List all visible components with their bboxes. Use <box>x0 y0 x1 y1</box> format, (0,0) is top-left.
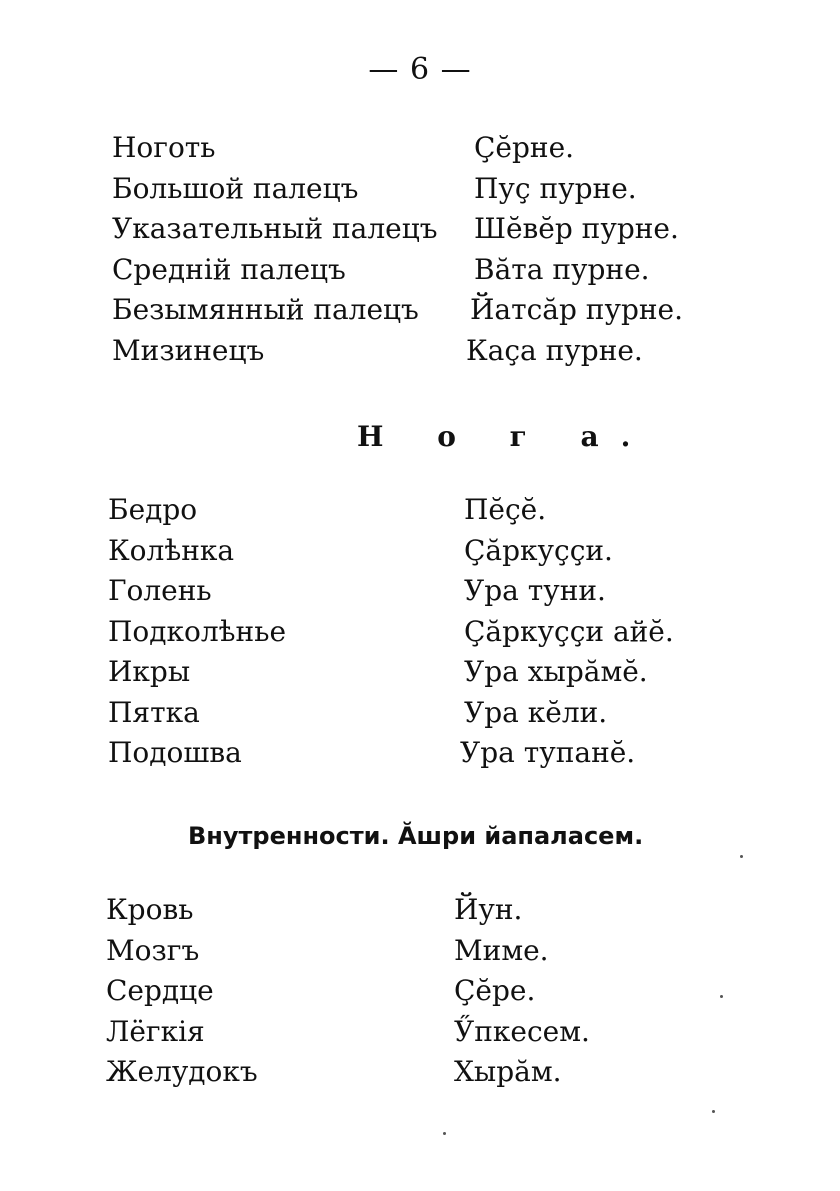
scan-speck <box>712 1110 715 1113</box>
vocab-row <box>0 971 840 1012</box>
chuvash-term: Пуҫ пурне. <box>474 171 637 205</box>
russian-term: Средній палецъ <box>112 252 346 286</box>
russian-term: Желудокъ <box>106 1055 258 1088</box>
chuvash-term: Ура хырӑмӗ. <box>464 655 648 688</box>
russian-term: Подколѣнье <box>108 614 287 648</box>
vocab-row <box>0 169 840 210</box>
vocab-row <box>0 1012 840 1053</box>
chuvash-term: Вӑта пурне. <box>474 252 650 286</box>
russian-term: Икры <box>108 655 191 688</box>
russian-term: Кровь <box>106 893 194 926</box>
chuvash-term: Ура тупанӗ. <box>460 736 636 769</box>
vocab-row <box>0 128 840 169</box>
vocab-row <box>0 1052 840 1093</box>
chuvash-term: Ура туни. <box>464 574 606 607</box>
chuvash-term: Ура кӗли. <box>464 695 608 729</box>
vocab-row <box>0 290 840 331</box>
chuvash-term: Миме. <box>454 933 549 967</box>
russian-term: Пятка <box>108 695 200 729</box>
vocab-row <box>0 531 840 572</box>
page-number: — 6 — <box>368 52 472 87</box>
russian-term: Голень <box>108 574 212 607</box>
vocab-row <box>0 571 840 612</box>
chuvash-term: Ҫӑркуҫҫи. <box>464 533 613 567</box>
russian-term: Мизинецъ <box>112 333 265 367</box>
vocab-row <box>0 693 840 734</box>
chuvash-term: Каҫа пурне. <box>466 333 643 367</box>
vocab-row <box>0 652 840 693</box>
vocab-row <box>0 209 840 250</box>
scan-speck <box>740 855 743 858</box>
vocab-row <box>0 890 840 931</box>
vocab-row <box>0 931 840 972</box>
vocab-row <box>0 733 840 774</box>
organs-section <box>0 890 840 1093</box>
chuvash-term: Шӗвӗр пурне. <box>474 212 679 245</box>
russian-term: Мозгъ <box>106 933 200 967</box>
chuvash-term: Ҫӗре. <box>454 974 536 1007</box>
russian-term: Сердце <box>106 974 214 1007</box>
russian-term: Большой палецъ <box>112 171 359 205</box>
scan-speck <box>443 1132 446 1135</box>
chuvash-term: Ӳпкесем. <box>454 1014 590 1048</box>
russian-term: Колѣнка <box>108 533 235 567</box>
section-heading-organs <box>0 822 840 850</box>
chuvash-term: Пӗҫӗ. <box>464 493 547 526</box>
section-heading-leg: Н о г а. <box>357 420 653 453</box>
russian-term: Подошва <box>108 736 242 769</box>
vocab-row <box>0 612 840 653</box>
vocab-row <box>0 250 840 291</box>
chuvash-term: Хырӑм. <box>454 1055 562 1088</box>
chuvash-term: Йатсӑр пурне. <box>470 293 683 326</box>
russian-term: Указательный палецъ <box>112 212 438 245</box>
scan-speck <box>720 995 723 998</box>
russian-term: Лёгкія <box>106 1014 205 1048</box>
heading-chuvash: Ӑшри йапаласем. <box>397 822 644 850</box>
chuvash-term: Ҫӑркуҫҫи айӗ. <box>464 614 674 648</box>
fingers-section <box>0 128 840 371</box>
russian-term: Безымянный палецъ <box>112 293 419 326</box>
russian-term: Бедро <box>108 493 198 526</box>
chuvash-term: Йун. <box>454 893 523 926</box>
vocab-row <box>0 331 840 372</box>
russian-term: Ноготь <box>112 131 216 164</box>
heading-russian: Внутренности. <box>188 822 390 850</box>
vocab-row <box>0 490 840 531</box>
chuvash-term: Ҫӗрне. <box>474 131 575 164</box>
leg-section <box>0 490 840 774</box>
